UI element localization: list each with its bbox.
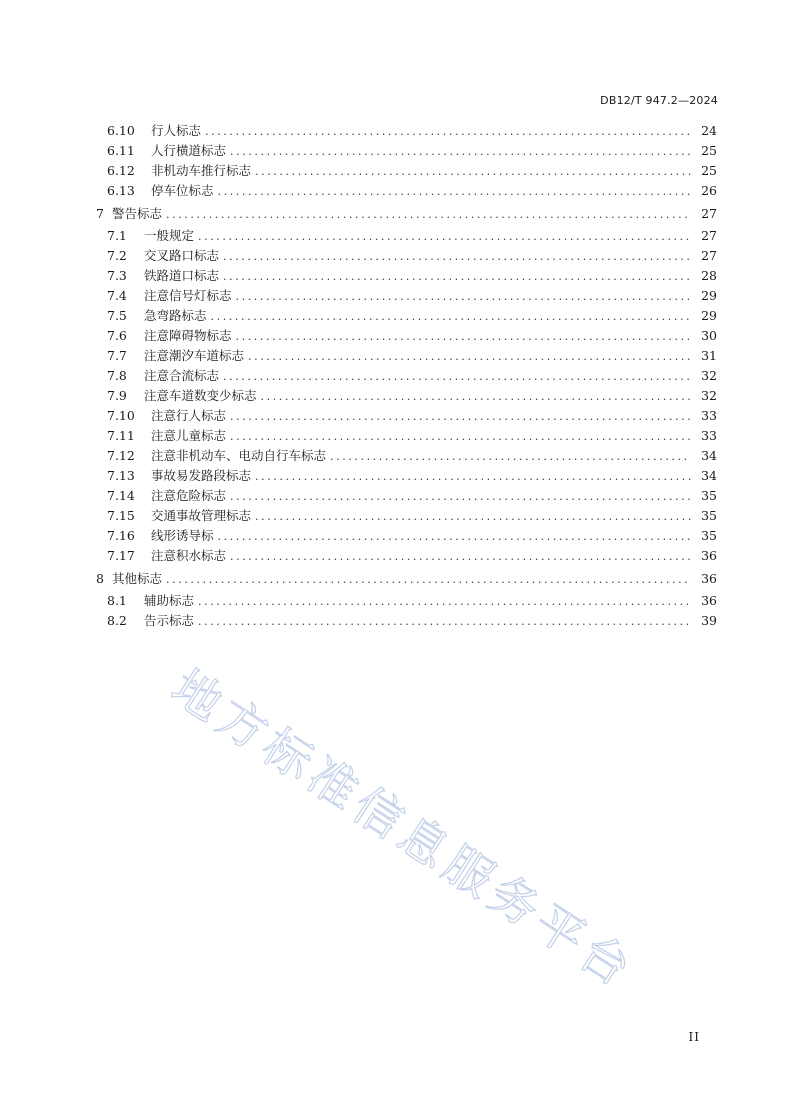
toc-entry-number: 7.14 (107, 488, 135, 503)
toc-entry-title: 警告标志 (112, 206, 163, 221)
toc-entry[interactable] (90, 486, 717, 506)
toc-entry-page: 36 (701, 593, 717, 608)
toc-entry-number: 7.17 (107, 548, 135, 563)
toc-entry[interactable] (90, 406, 717, 426)
toc-entry-title: 注意合流标志 (144, 368, 220, 383)
toc-entry-number: 6.11 (107, 143, 135, 158)
toc-entry[interactable] (90, 567, 717, 591)
toc-entry-number: 7 (96, 206, 104, 221)
toc-entry-number: 7.7 (107, 348, 127, 363)
toc-entry-number: 7.12 (107, 448, 135, 463)
toc-entry[interactable] (90, 226, 717, 246)
toc-entry-title: 一般规定 (144, 228, 195, 243)
toc-entry-number: 6.10 (107, 123, 135, 138)
toc-entry-number: 7.15 (107, 508, 135, 523)
toc-entry-page: 25 (701, 143, 717, 158)
toc-entry-title: 注意行人标志 (151, 408, 227, 423)
toc-dot-leader (166, 568, 691, 592)
toc-entry-title: 人行横道标志 (151, 143, 227, 158)
toc-entry-page: 35 (701, 488, 717, 503)
toc-entry[interactable] (90, 546, 717, 566)
toc-entry-title: 停车位标志 (151, 183, 214, 198)
toc-entry-page: 24 (701, 123, 717, 138)
toc-entry-number: 7.13 (107, 468, 135, 483)
toc-dot-leader (236, 327, 691, 347)
toc-dot-leader (255, 507, 691, 527)
toc-entry[interactable] (90, 506, 717, 526)
toc-entry[interactable] (90, 286, 717, 306)
document-id: DB12/T 947.2—2024 (600, 94, 718, 107)
toc-entry-number: 7.10 (107, 408, 135, 423)
toc-entry-title: 行人标志 (151, 123, 202, 138)
toc-entry[interactable] (90, 611, 717, 631)
toc-entry-title: 注意儿童标志 (151, 428, 227, 443)
toc-dot-leader (255, 467, 691, 487)
toc-entry-page: 35 (701, 508, 717, 523)
toc-dot-leader (218, 527, 691, 547)
toc-dot-leader (166, 203, 691, 227)
toc-entry-page: 35 (701, 528, 717, 543)
toc-entry-number: 7.3 (107, 268, 127, 283)
toc-dot-leader (198, 227, 691, 247)
toc-entry-title: 注意危险标志 (151, 488, 227, 503)
toc-entry-title: 铁路道口标志 (144, 268, 220, 283)
toc-entry-page: 33 (701, 428, 717, 443)
toc-entry[interactable] (90, 141, 717, 161)
toc-entry-page: 32 (701, 388, 717, 403)
toc-dot-leader (261, 387, 691, 407)
toc-entry[interactable] (90, 181, 717, 201)
toc-entry-page: 34 (701, 448, 717, 463)
toc-dot-leader (255, 162, 691, 182)
toc-dot-leader (223, 267, 691, 287)
toc-entry[interactable] (90, 202, 717, 226)
toc-entry-page: 27 (701, 248, 717, 263)
toc-dot-leader (223, 367, 691, 387)
table-of-contents (90, 121, 717, 631)
toc-entry-number: 7.1 (107, 228, 127, 243)
toc-dot-leader (230, 547, 691, 567)
toc-entry[interactable] (90, 446, 717, 466)
toc-entry[interactable] (90, 466, 717, 486)
toc-entry[interactable] (90, 426, 717, 446)
toc-entry-page: 31 (701, 348, 717, 363)
toc-entry[interactable] (90, 346, 717, 366)
toc-entry-number: 7.9 (107, 388, 127, 403)
toc-entry-page: 30 (701, 328, 717, 343)
toc-entry-title: 告示标志 (144, 613, 195, 628)
toc-dot-leader (230, 487, 691, 507)
toc-entry-number: 6.12 (107, 163, 135, 178)
toc-entry-page: 36 (701, 571, 717, 586)
toc-entry-page: 36 (701, 548, 717, 563)
toc-dot-leader (198, 592, 691, 612)
toc-entry-page: 26 (701, 183, 717, 198)
toc-dot-leader (205, 122, 691, 142)
toc-entry-number: 7.5 (107, 308, 127, 323)
toc-entry-page: 29 (701, 288, 717, 303)
toc-entry-title: 注意信号灯标志 (144, 288, 232, 303)
toc-entry-page: 32 (701, 368, 717, 383)
toc-entry[interactable] (90, 386, 717, 406)
toc-entry-number: 8.1 (107, 593, 127, 608)
toc-entry-title: 注意积水标志 (151, 548, 227, 563)
toc-entry-title: 事故易发路段标志 (151, 468, 252, 483)
toc-entry-number: 7.11 (107, 428, 135, 443)
toc-dot-leader (211, 307, 691, 327)
toc-entry[interactable] (90, 306, 717, 326)
toc-entry-page: 33 (701, 408, 717, 423)
toc-entry-number: 7.4 (107, 288, 127, 303)
toc-entry-title: 交通事故管理标志 (151, 508, 252, 523)
toc-dot-leader (330, 447, 691, 467)
toc-entry-title: 非机动车推行标志 (151, 163, 252, 178)
watermark: 地方标准信息服务平台 (161, 659, 645, 1001)
toc-entry-page: 25 (701, 163, 717, 178)
toc-entry-title: 注意非机动车、电动自行车标志 (151, 448, 327, 463)
page-number: II (688, 1030, 700, 1044)
toc-entry[interactable] (90, 366, 717, 386)
toc-entry-title: 注意潮汐车道标志 (144, 348, 245, 363)
toc-entry-number: 8 (96, 571, 104, 586)
toc-entry-page: 34 (701, 468, 717, 483)
toc-entry-number: 7.8 (107, 368, 127, 383)
toc-entry-title: 交叉路口标志 (144, 248, 220, 263)
toc-entry-page: 27 (701, 228, 717, 243)
toc-dot-leader (248, 347, 691, 367)
toc-dot-leader (218, 182, 691, 202)
toc-entry[interactable] (90, 246, 717, 266)
toc-dot-leader (230, 142, 691, 162)
toc-entry[interactable] (90, 121, 717, 141)
toc-entry-title: 线形诱导标 (151, 528, 214, 543)
toc-entry-title: 辅助标志 (144, 593, 195, 608)
toc-dot-leader (230, 427, 691, 447)
toc-entry-number: 7.6 (107, 328, 127, 343)
toc-entry-number: 7.16 (107, 528, 135, 543)
toc-entry-page: 29 (701, 308, 717, 323)
toc-entry-title: 注意车道数变少标志 (144, 388, 257, 403)
toc-entry[interactable] (90, 161, 717, 181)
toc-dot-leader (230, 407, 691, 427)
toc-entry[interactable] (90, 326, 717, 346)
toc-dot-leader (223, 247, 691, 267)
toc-entry[interactable] (90, 266, 717, 286)
toc-entry-page: 39 (701, 613, 717, 628)
toc-entry[interactable] (90, 526, 717, 546)
toc-entry-page: 27 (701, 206, 717, 221)
toc-entry-title: 急弯路标志 (144, 308, 207, 323)
toc-entry-title: 注意障碍物标志 (144, 328, 232, 343)
toc-entry-number: 6.13 (107, 183, 135, 198)
toc-entry-number: 7.2 (107, 248, 127, 263)
toc-entry-title: 其他标志 (112, 571, 163, 586)
toc-entry-number: 8.2 (107, 613, 127, 628)
toc-entry[interactable] (90, 591, 717, 611)
toc-dot-leader (236, 287, 691, 307)
toc-dot-leader (198, 612, 691, 632)
toc-entry-page: 28 (701, 268, 717, 283)
